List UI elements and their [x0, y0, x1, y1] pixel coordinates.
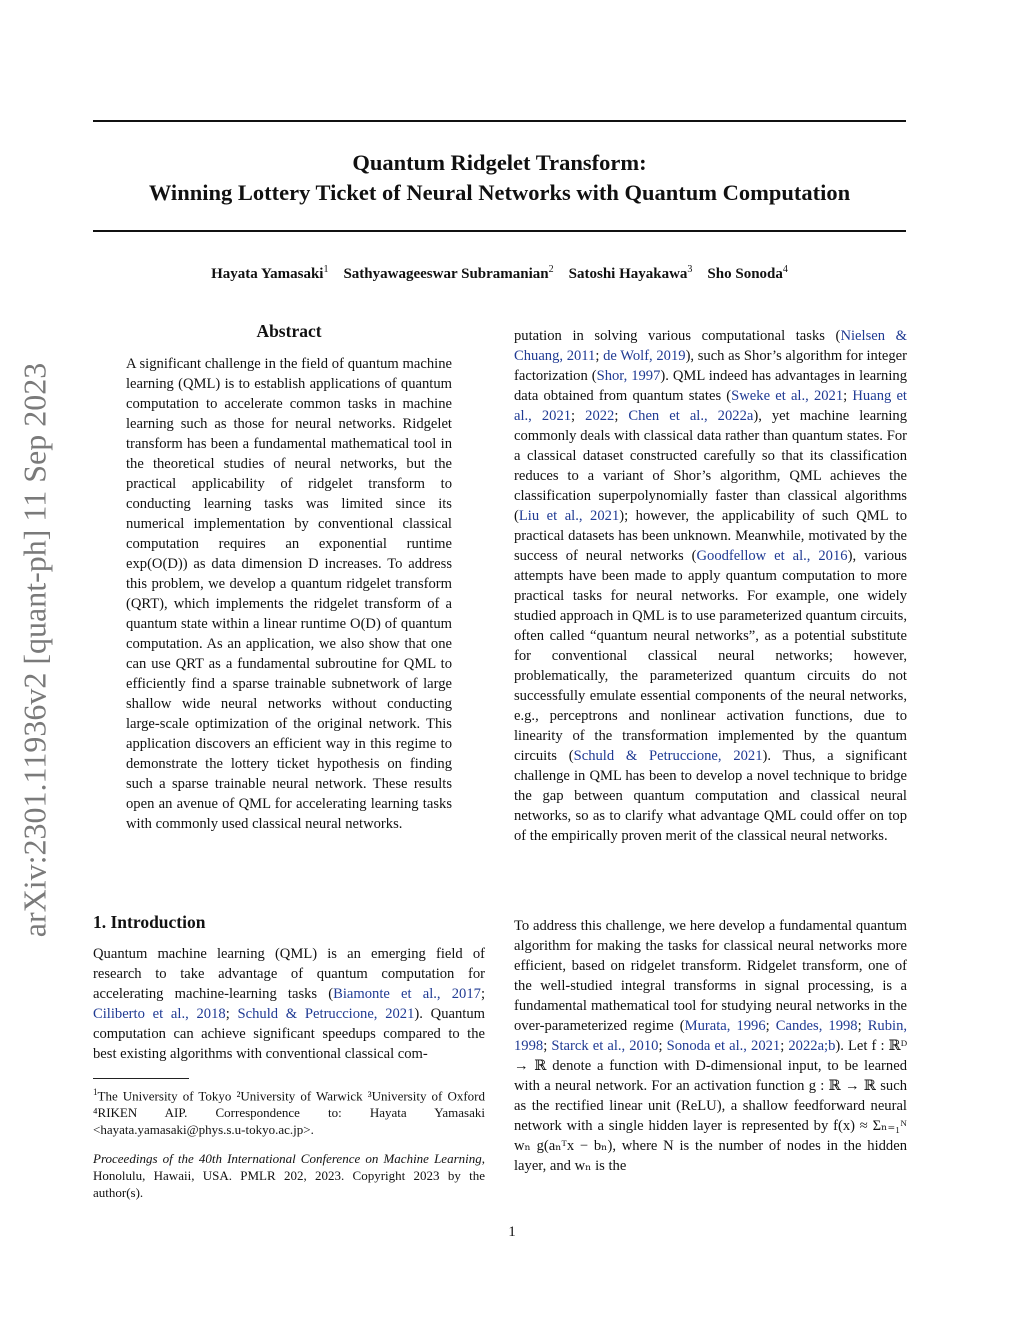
arxiv-id: arXiv:2301.11936v2 [quant-ph] 11 Sep 2023 [16, 362, 53, 938]
body-text: ), such as Shor’s algorithm for integer factorization ( [514, 348, 908, 384]
body-text: ). QML indeed has advantages in learning data obtained from quantum states ( [514, 368, 907, 404]
author-list [93, 264, 906, 283]
citation-link[interactable]: Candes, 1998 [775, 1018, 858, 1034]
citation-link[interactable]: Chen et al., 2022a [628, 408, 754, 424]
body-text: ). Let f : ℝᴰ → ℝ denote a function with D-dimensional input, to be learned with a neural network. For an activation function g : ℝ → ℝ such as the rectified linear unit (ReLU), a shallow feedforward neural network with a single hidden layer is represented by f(x) ≈ Σₙ₌₁ᴺ wₙ g(aₙᵀx − bₙ), where N is the number of nodes in the hidden layer, and wₙ is the [514, 1038, 908, 1174]
citation-link[interactable]: Starck et al., 2010 [551, 1038, 659, 1054]
citation-link[interactable]: Shor, 1997 [596, 368, 661, 384]
author-name: Sathyawageeswar Subramanian [343, 266, 549, 282]
citation-link[interactable]: Schuld & Petruccione, 2021 [573, 748, 763, 764]
citation-link[interactable]: Schuld & Petruccione, 2021 [237, 1006, 415, 1022]
citation-link[interactable]: 2022 [585, 408, 615, 424]
author-affiliation: 1 [323, 264, 329, 275]
citation-link[interactable]: Biamonte et al., 2017 [333, 986, 481, 1002]
author-affiliation: 4 [782, 264, 788, 275]
author-name: Satoshi Hayakawa [568, 266, 688, 282]
body-text: ); however, the applicability of such QML to practical datasets has been unknown. Meanwhile, motivated by the success of neural networks ( [514, 508, 908, 564]
citation-link[interactable]: Sonoda et al., 2021 [666, 1038, 781, 1054]
right-column-paragraph-2: To address this challenge, we here develop a fundamental quantum algorithm for making the tasks for classical neural networks more efficient, based on ridgelet transform. Ridgelet transform, one of the well-studied integral transforms in signal processing, is a fundamental mathematical tool for studying neural networks in the over-parameterized regime (Murata, 1996; Candes, 1998; Rubin, 1998; Starck et al., 2010; Sonoda et al., 2021; 2022a;b). Let f : ℝᴰ → ℝ denote a function with D-dimensional input, to be learned with a neural network. For an activation function g : ℝ → ℝ such as the rectified linear unit (ReLU), a shallow feedforward neural network with a single hidden layer is represented by f(x) ≈ Σₙ₌₁ᴺ wₙ g(aₙᵀx − bₙ), where N is the number of nodes in the hidden layer, and wₙ is the [514, 918, 908, 1174]
body-text: To address this challenge, we here develop a fundamental quantum algorithm for making the tasks for classical neural networks more efficient, based on ridgelet transform. Ridgelet transform, one of the well-studied integral transforms in signal processing, is a fundamental mathematical tool for studying neural networks in the over-parameterized regime ( [514, 918, 907, 1034]
citation-link[interactable]: Liu et al., 2021 [518, 508, 620, 524]
citation-link[interactable]: Murata, 1996 [684, 1018, 766, 1034]
body-text: Quantum machine learning (QML) is an emerging field of research to take advantage of quantum computation for accelerating machine-learning tasks ( [93, 946, 485, 1002]
author-name: Sho Sonoda [707, 266, 783, 282]
body-text: ). Thus, a significant challenge in QML has been to develop a novel technique to bridge the gap between quantum computation and classical neural networks, so as to clarify what advantage QML could offer on top of the empirically proven merit of the classical neural networks. [514, 748, 908, 844]
citation-link[interactable]: 2022a;b [788, 1038, 836, 1054]
citation-link[interactable]: Sweke et al., 2021 [731, 388, 844, 404]
paper-title-line1: Quantum Ridgelet Transform: [352, 150, 647, 175]
abstract-body [126, 354, 452, 834]
proceedings-italic: Proceedings of the 40th International Conference on Machine Learning [93, 1151, 482, 1166]
title-bottom-rule [93, 230, 906, 232]
author-affiliation: 2 [548, 264, 554, 275]
citation-link[interactable]: de Wolf, 2019 [603, 348, 686, 364]
arxiv-sidebar [10, 340, 60, 960]
affiliation-footnote: $^1$The University of Tokyo ²University of Warwick ³University of Oxford ⁴RIKEN AIP. Correspondence to: Hayata Yamasaki <hayata.yamasaki@phys.s.u-tokyo.ac.jp>. [93, 1087, 485, 1138]
right-column-paragraph-1: putation in solving various computational tasks (Nielsen & Chuang, 2011; de Wolf, 2019), such as Shor’s algorithm for integer factorization (Shor, 1997). QML indeed has advantages in learning data obtained from quantum states (Sweke et al., 2021; Huang et al., 2021; 2022; Chen et al., 2022a), yet machine learning commonly deals with classical data rather than quantum states. For a classical dataset constructed carefully so that its classification reduces to a variant of Shor’s algorithm, QML achieves the classification superpolynomially faster than classical algorithms (Liu et al., 2021); however, the applicability of such QML to practical datasets has been unknown. Meanwhile, motivated by the success of neural networks (Goodfellow et al., 2016), various attempts have been made to apply quantum computation to more practical tasks for neural networks. For example, one widely studied approach in QML is to use parameterized quantum circuits, often called “quantum neural networks”, as a potential substitute for conventional classical neural networks; however, problematically, the parameterized quantum circuits do not successfully emulate essential components of the neural networks, e.g., perceptrons and nonlinear activation functions, due to linearity of the transformation implemented by the quantum circuits (Schuld & Petruccione, 2021). Thus, a significant challenge in QML has been to develop a novel technique to bridge the gap between quantum computation and classical neural networks, so as to clarify what advantage QML could offer on top of the empirically proven merit of the classical neural networks. [514, 328, 908, 844]
intro-paragraph: Quantum machine learning (QML) is an emerging field of research to take advantage of quantum computation for accelerating machine-learning tasks (Biamonte et al., 2017; Ciliberto et al., 2018; Schuld & Petruccione, 2021). Quantum computation can achieve significant speedups compared to the best existing algorithms with conventional classical com- [93, 946, 485, 1062]
author-affiliation: 3 [687, 264, 693, 275]
citation-link[interactable]: Goodfellow et al., 2016 [696, 548, 848, 564]
footnote-rule [93, 1078, 189, 1079]
citation-link[interactable]: Ciliberto et al., 2018 [93, 1006, 226, 1022]
citation-link[interactable]: Nielsen & Chuang, 2011 [514, 328, 907, 364]
body-text: ). Quantum computation can achieve significant speedups compared to the best existing algorithms with conventional classical com- [93, 1006, 485, 1062]
page-number: 1 [508, 1224, 516, 1240]
author-name: Hayata Yamasaki [211, 266, 324, 282]
proceedings-text: , Honolulu, Hawaii, USA. PMLR 202, 2023. Copyright 2023 by the author(s). [93, 1151, 485, 1200]
body-text: putation in solving various computational tasks ( [514, 328, 841, 344]
citation-link[interactable]: Rubin, 1998 [514, 1018, 908, 1054]
title-top-rule [93, 120, 906, 122]
citation-link[interactable]: Huang et al., 2021 [514, 388, 907, 424]
affiliation-text: The University of Tokyo ²University of Warwick ³University of Oxford ⁴RIKEN AIP. Correspondence to: Hayata Yamasaki <hayata.yamasaki@phys.s.u-tokyo.ac.jp>. [93, 1088, 485, 1138]
abstract-heading: Abstract [256, 321, 322, 341]
abstract-text: A significant challenge in the field of quantum machine learning (QML) is to establish applications of quantum computation to accelerate common tasks in machine learning such as those for neural networks. Ridgelet transform has been a fundamental mathematical tool in the theoretical studies of neural networks, but the practical applicability of ridgelet transform to conducting learning tasks was limited since its numerical implementation by conventional classical computation requires an exponential runtime exp(O(D)) as data dimension D increases. To address this problem, we develop a quantum ridgelet transform (QRT), which implements the ridgelet transform of a quantum state within a linear runtime O(D) of quantum computation. As an application, we also show that one can use QRT as a fundamental subroutine for QML to efficiently find a sparse trainable subnetwork of large shallow wide neural networks without conducting large-scale optimization of the original network. This application discovers an efficient way in this regime to demonstrate the lottery ticket hypothesis on finding such a sparse trainable neural network. These results open an avenue of QML for accelerating learning tasks with commonly used classical neural networks. [126, 356, 452, 832]
proceedings-footnote [93, 1150, 485, 1201]
paper-title-line2: Winning Lottery Ticket of Neural Networks with Quantum Computation [148, 180, 851, 205]
intro-heading: 1. Introduction [93, 912, 206, 932]
body-text: ), various attempts have been made to apply quantum computation to more practical tasks for neural networks. For example, one widely studied approach in QML is to use parameterized quantum circuits, often called “quantum neural networks”, as a potential substitute for conventional classical neural networks; however, problematically, the parameterized quantum circuits do not successfully emulate essential components of the neural networks, e.g., perceptrons and nonlinear activation functions, due to linearity of the transformation implemented by the quantum circuits ( [514, 548, 907, 764]
body-text: ), yet machine learning commonly deals with classical data rather than quantum states. For a classical dataset constructed carefully so that its classification reduces to a variant of Shor’s algorithm, QML achieves the classification superpolynomially faster than classical algorithms ( [514, 408, 908, 524]
